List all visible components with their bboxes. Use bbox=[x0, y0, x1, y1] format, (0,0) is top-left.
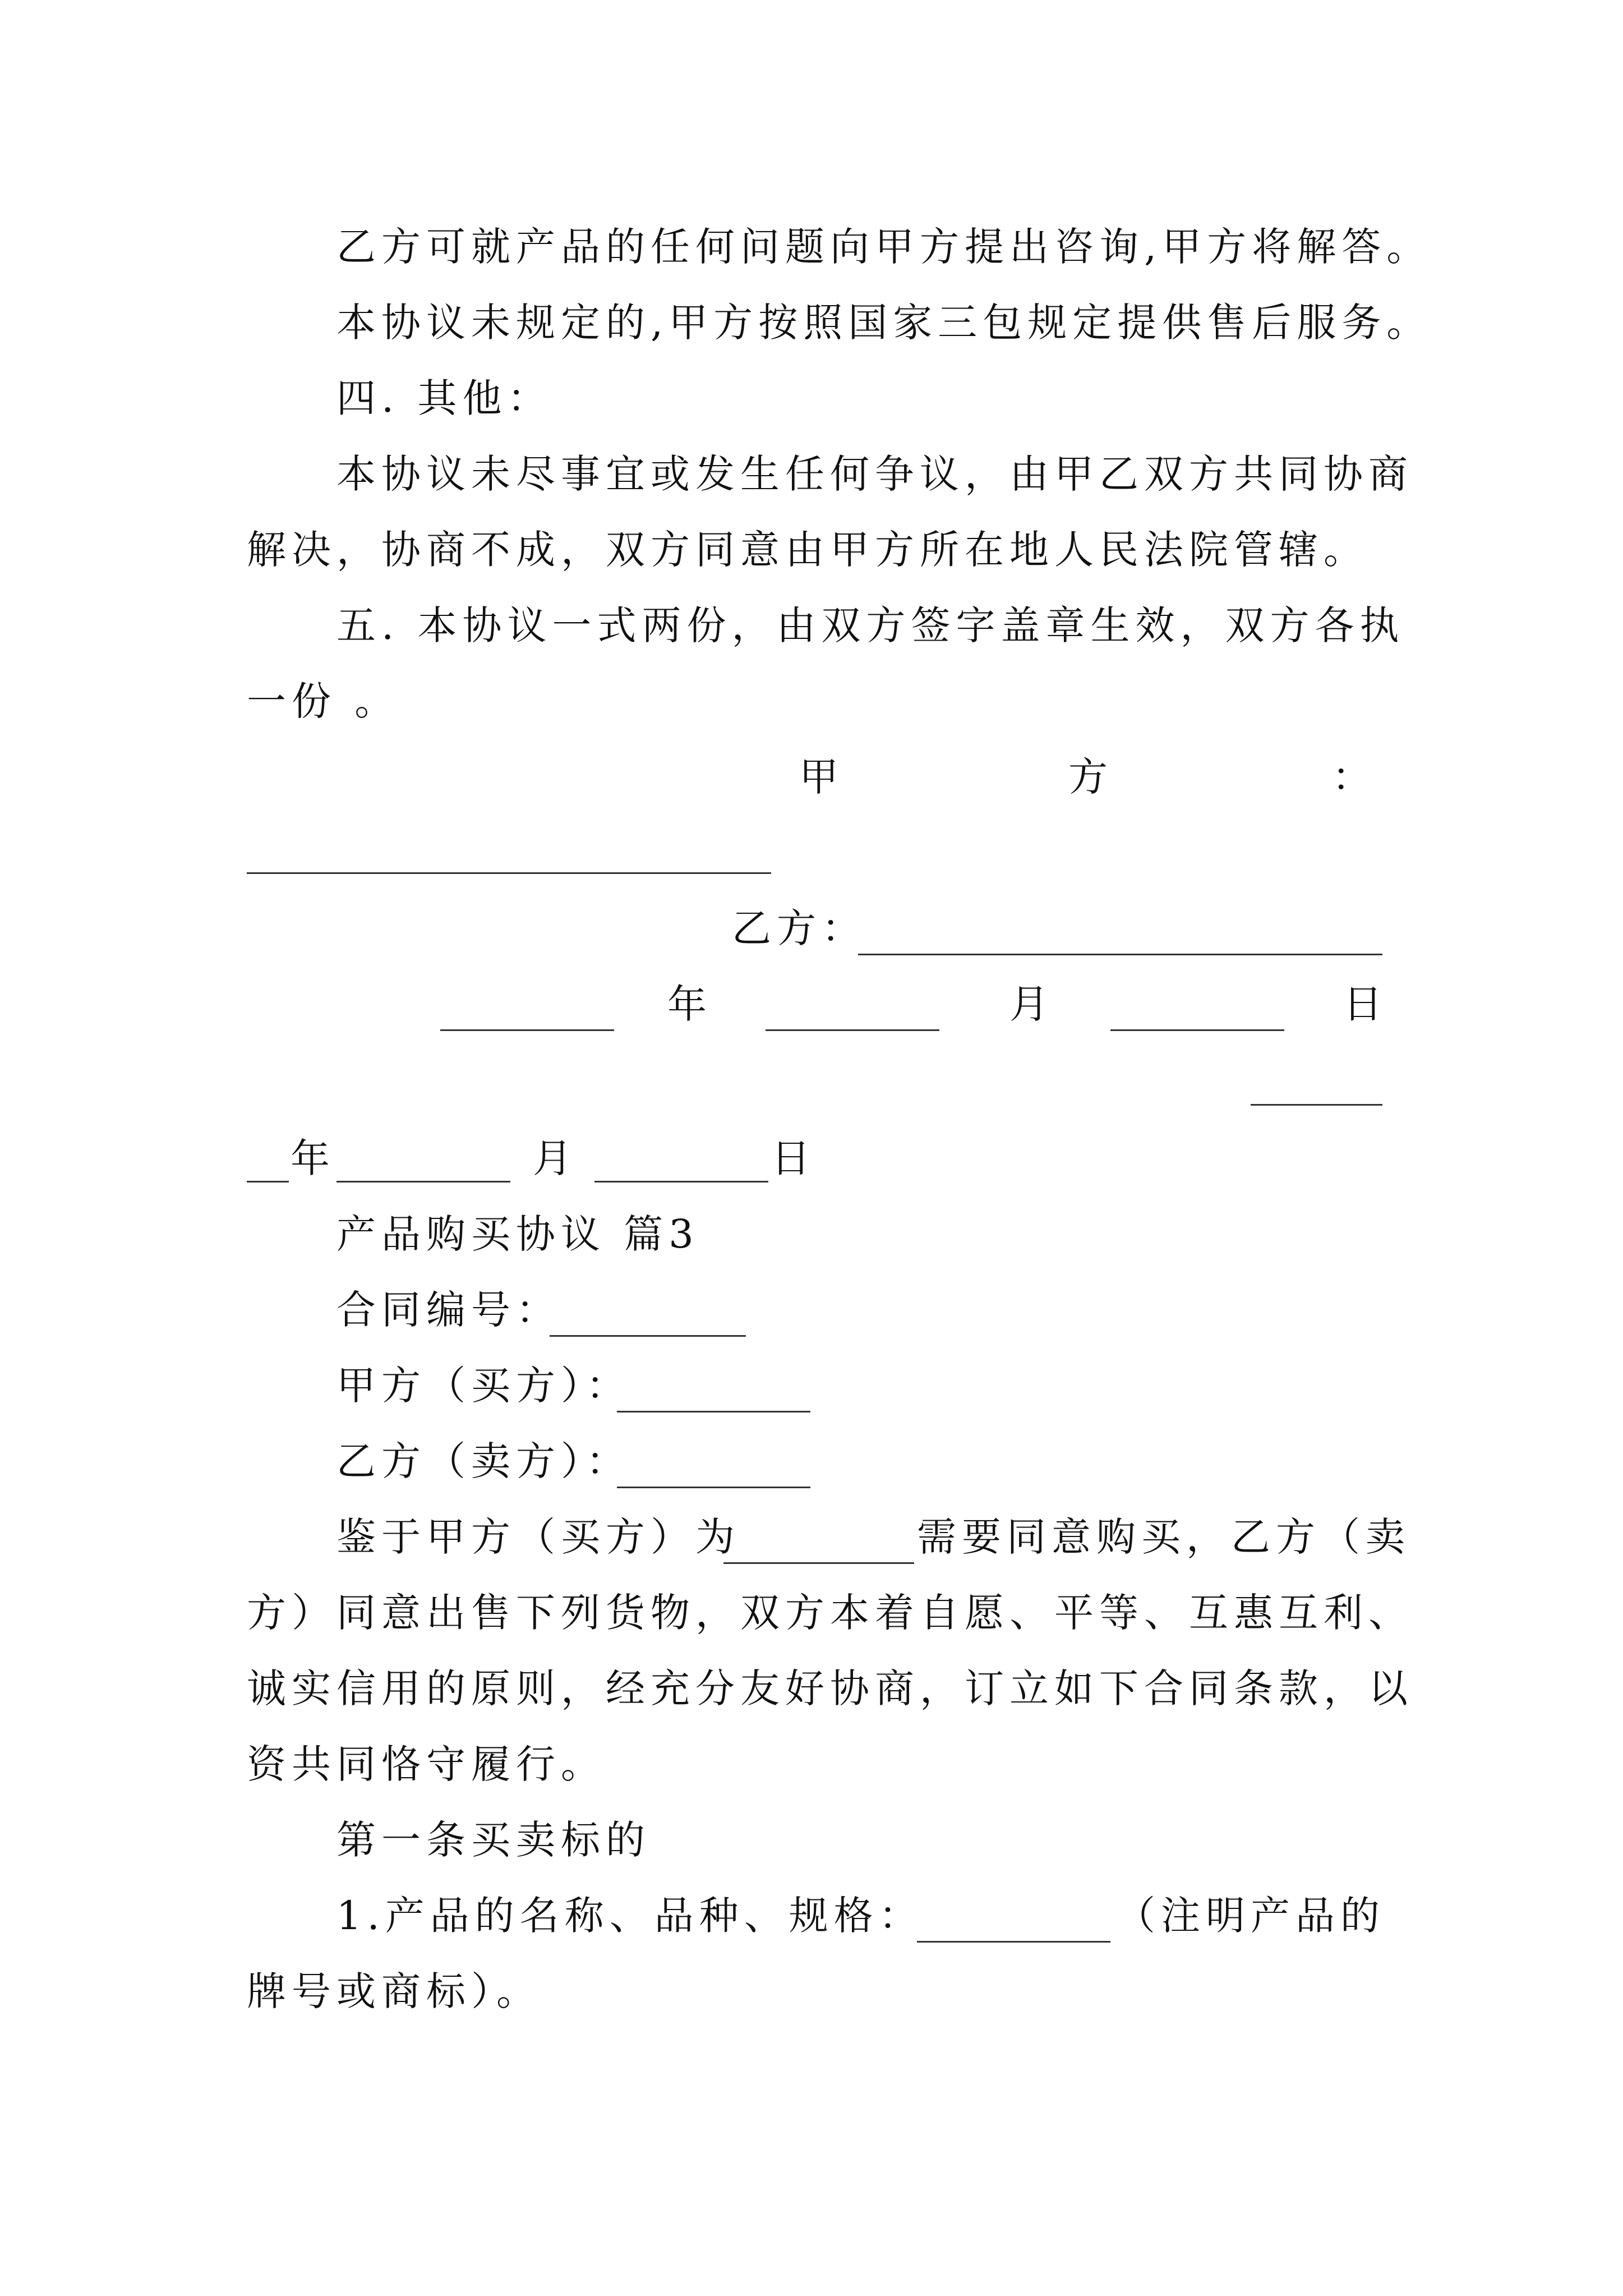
paragraph-line: 解决，协商不成，双方同意由甲方所在地人民法院管辖。 bbox=[247, 527, 1368, 573]
purpose-blank bbox=[723, 1562, 914, 1564]
paragraph-line: 一份 。 bbox=[247, 678, 400, 724]
contract-number-label: 合同编号： bbox=[336, 1287, 561, 1333]
paragraph-line: 本协议未规定的,甲方按照国家三包规定提供售后服务。 bbox=[336, 300, 1432, 346]
date2-year-blank-part2 bbox=[247, 1181, 289, 1182]
paragraph-line: 五. 本协议一式两份，由双方签字盖章生效，双方各执 bbox=[336, 602, 1405, 648]
date-month-blank bbox=[766, 1029, 939, 1031]
date2-month-blank bbox=[336, 1181, 510, 1182]
date-year-blank bbox=[440, 1029, 614, 1031]
paragraph-line: 1.产品的名称、品种、规格： bbox=[336, 1893, 924, 1939]
party-a-char: 甲 bbox=[799, 754, 844, 800]
paragraph-line: 方）同意出售下列货物，双方本着自愿、平等、互惠互利、 bbox=[247, 1590, 1413, 1636]
paragraph-line: 乙方可就产品的任何问题向甲方提出咨询,甲方将解答。 bbox=[336, 224, 1432, 270]
seller-label: 乙方（卖方）： bbox=[336, 1438, 631, 1484]
paragraph-line: （注明产品的 bbox=[1116, 1893, 1385, 1939]
party-a-colon: ： bbox=[1332, 754, 1377, 800]
paragraph-line: 牌号或商标）。 bbox=[247, 1968, 541, 2014]
seller-blank bbox=[617, 1487, 810, 1488]
party-b-label: 乙方： bbox=[732, 905, 866, 951]
article-title: 第一条买卖标的 bbox=[336, 1817, 651, 1863]
paragraph-line: 本协议未尽事宜或发生任何争议，由甲乙双方共同协商 bbox=[336, 451, 1413, 497]
party-a-signature-line bbox=[247, 872, 771, 874]
section-heading: 四. 其他： bbox=[336, 375, 552, 421]
contract-number-blank bbox=[550, 1335, 746, 1337]
product-name-blank bbox=[917, 1941, 1110, 1943]
paragraph-line: 诚实信用的原则，经充分友好协商，订立如下合同条款，以 bbox=[247, 1665, 1413, 1711]
buyer-blank bbox=[617, 1411, 810, 1412]
party-a-char: 方 bbox=[1068, 754, 1113, 800]
paragraph-line: 资共同恪守履行。 bbox=[247, 1741, 606, 1787]
party-b-signature-line bbox=[858, 954, 1382, 955]
date-day-label: 日 bbox=[1343, 981, 1388, 1027]
date-month-label: 月 bbox=[1009, 981, 1054, 1027]
date2-month-label: 月 bbox=[533, 1135, 578, 1181]
date2-year-label: 年 bbox=[291, 1135, 335, 1181]
date2-day-label: 日 bbox=[771, 1135, 816, 1181]
date-year-label: 年 bbox=[667, 981, 712, 1027]
buyer-label: 甲方（买方）： bbox=[336, 1363, 631, 1409]
paragraph-line: 鉴于甲方（买方）为 bbox=[336, 1514, 740, 1560]
paragraph-line: 需要同意购买，乙方（卖 bbox=[917, 1514, 1410, 1560]
date2-day-blank bbox=[594, 1181, 768, 1182]
contract-title: 产品购买协议 篇3 bbox=[336, 1211, 699, 1257]
date2-year-blank-part1 bbox=[1251, 1104, 1382, 1106]
date-day-blank bbox=[1110, 1029, 1284, 1031]
